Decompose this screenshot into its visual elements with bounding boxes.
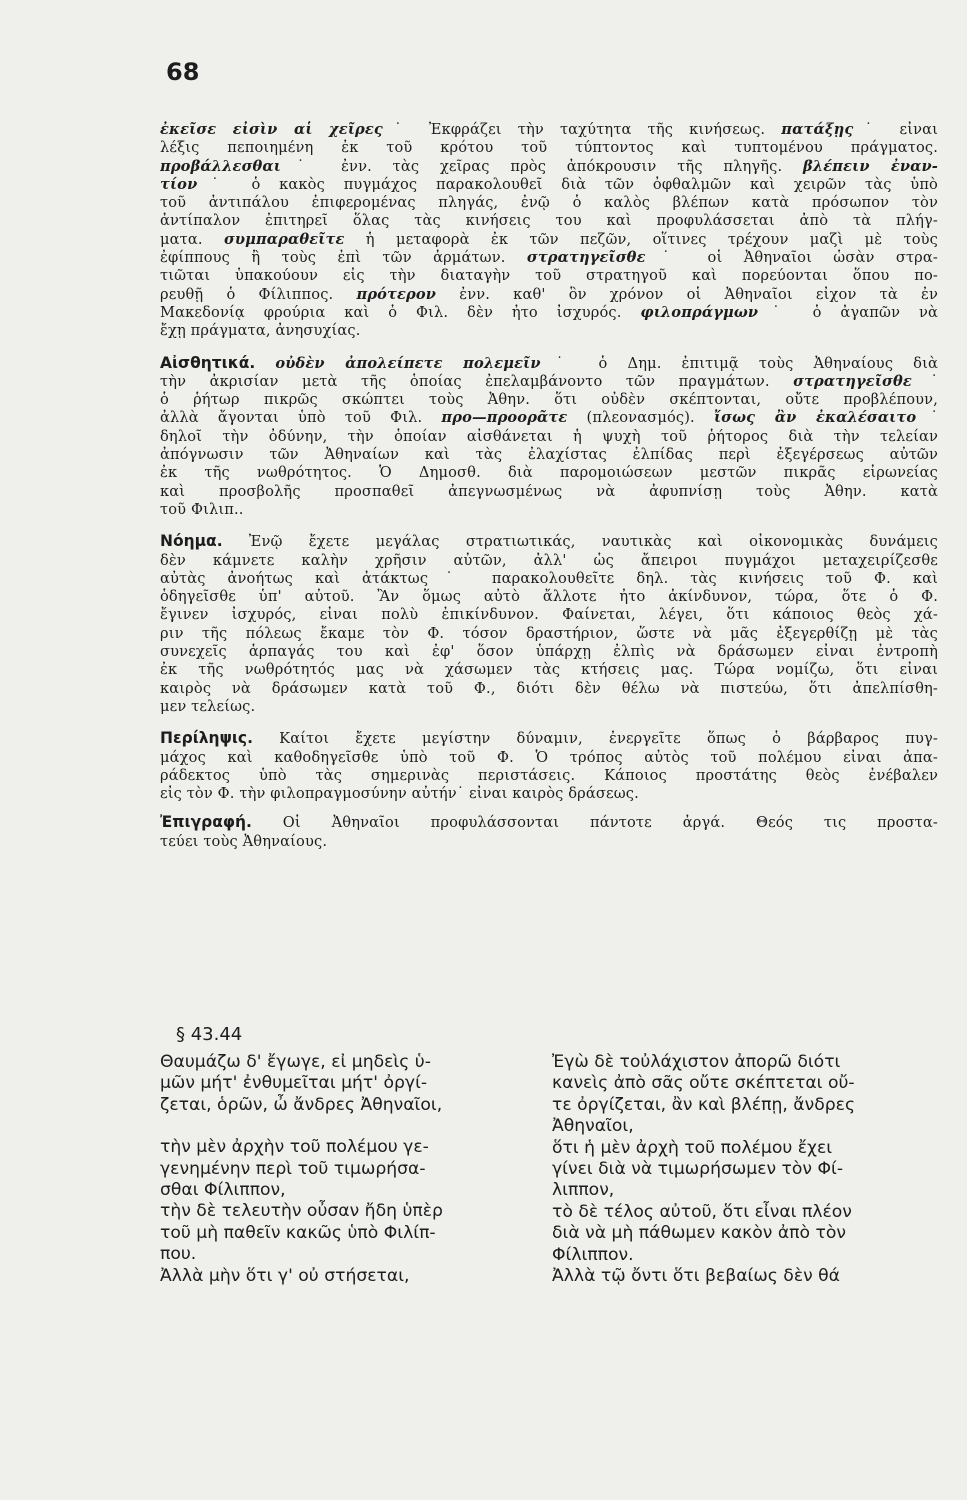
column-line: Ἀλλὰ τῷ ὄντι ὅτι βεβαίως δὲν θά xyxy=(552,1266,841,1287)
section-mark: § 43.44 xyxy=(176,1024,243,1045)
column-line: τὴν δὲ τελευτὴν οὖσαν ἤδη ὑπὲρ xyxy=(160,1201,443,1222)
translation-column xyxy=(552,1052,944,1287)
notes-block-aisthetika xyxy=(160,354,938,520)
notes-block-vocabulary xyxy=(160,121,938,341)
text-line: τίον˙ ὁ κακὸς πυγμάχος παρακολουθεῖ διὰ τῶν ὀφθαλμῶν καὶ χειρῶν τὰς ὑπὸ xyxy=(160,175,938,193)
text-line: λέξις πεποιημένη ἐκ τοῦ κρότου τοῦ τύπτοντος καὶ τυπτομένου πράγματος. xyxy=(160,139,938,157)
original-text-group xyxy=(160,1137,530,1287)
original-text-group xyxy=(160,1052,530,1116)
text-line: ματα. συμπαραθεῖτε ἡ μεταφορὰ ἐκ τῶν πεζῶν, οἵτινες τρέχουν μαζὶ μὲ τοὺς xyxy=(160,230,938,248)
text-line: ἐκ τῆς νωθρότητος. Ὁ Δημοσθ. διὰ παρομοιώσεων μεστῶν πικρᾶς εἰρωνείας xyxy=(160,464,938,482)
column-line: ζεται, ὁρῶν, ὦ ἄνδρες Ἀθηναῖοι, xyxy=(160,1094,443,1115)
column-line: Φίλιππον. xyxy=(552,1244,634,1265)
column-line: Θαυμάζω δ' ἔγωγε, εἰ μηδεὶς ὑ- xyxy=(160,1052,431,1072)
text-line: εἰς τὸν Φ. τὴν φιλοπραγμοσύνην αὐτήν˙ εἶναι καιρὸς δράσεως. xyxy=(160,785,639,803)
text-line: τοῦ Φιλιπ.. xyxy=(160,500,244,518)
column-line: γενημένην περὶ τοῦ τιμωρήσα- xyxy=(160,1158,426,1179)
column-line: Ἀλλὰ μὴν ὅτι γ' οὐ στήσεται, xyxy=(160,1265,410,1286)
section-heading: Νόημα. xyxy=(160,532,223,551)
column-line: λιππον, xyxy=(552,1180,615,1201)
text-line: Ἐπιγραφή. Οἱ Ἀθηναῖοι προφυλάσσονται πάντοτε ἀργά. Θεός τις προστα- xyxy=(160,813,938,832)
column-line: που. xyxy=(160,1244,197,1265)
text-line: καιρὸς νὰ δράσωμεν κατὰ τοῦ Φ., διότι δὲν θέλω νὰ πιστεύω, ὅτι ἀπελπίσθη- xyxy=(160,679,938,697)
text-line: μάχος καὶ καθοδηγεῖσθε ὑπὸ τοῦ Φ. Ὁ τρόπος αὐτὸς τοῦ πολέμου εἶναι ἀπα- xyxy=(160,748,938,766)
text-line: καὶ προσβολῆς προσπαθεῖ ἀπεγνωσμένως νὰ ἀφυπνίσῃ τοὺς Ἀθην. κατὰ xyxy=(160,482,938,500)
text-line: ράδεκτος ὑπὸ τὰς σημερινὰς περιστάσεις. Κάποιος προστάτης θεὸς ἐνέβαλεν xyxy=(160,766,938,784)
column-line: τὸ δὲ τέλος αὐτοῦ, ὅτι εἶναι πλέον xyxy=(552,1201,852,1222)
column-line: σθαι Φίλιππον, xyxy=(160,1180,286,1201)
text-line: ἀπόγνωσιν τῶν Ἀθηναίων καὶ τὰς ἐλαχίστας ἐλπίδας περὶ ἐξεγέρσεως αὐτῶν xyxy=(160,446,938,464)
commentary-notes xyxy=(160,121,938,851)
column-line: τοῦ μὴ παθεῖν κακῶς ὑπὸ Φιλίπ- xyxy=(160,1222,436,1243)
text-line: ἐκεῖσε εἰσὶν αἱ χεῖρες˙ Ἐκφράζει τὴν ταχύτητα τῆς κινήσεως. πατάξῃς˙ εἶναι xyxy=(160,121,938,138)
text-line: ὁδηγεῖσθε ὑπ' αὐτοῦ. Ἂν ὅμως αὐτὸ ἄλλοτε ἦτο ἀκίνδυνον, τώρα, ὅτε ὁ Φ. xyxy=(160,588,938,606)
column-line: τὴν μὲν ἀρχὴν τοῦ πολέμου γε- xyxy=(160,1137,429,1158)
text-line: ὁ ῥήτωρ πικρῶς σκώπτει τοὺς Ἀθην. ὅτι οὐδὲν σκέπτονται, οὔτε προβλέπουν, xyxy=(160,391,938,409)
column-line: γίνει διὰ νὰ τιμωρήσωμεν τὸν Φί- xyxy=(552,1159,844,1180)
column-line: κανεὶς ἀπὸ σᾶς οὔτε σκέπτεται οὔ- xyxy=(552,1073,855,1094)
column-line: Ἐγὼ δὲ τοὐλάχιστον ἀπορῶ διότι xyxy=(552,1052,841,1072)
column-line: διὰ νὰ μὴ πάθωμεν κακὸν ἀπὸ τὸν xyxy=(552,1223,846,1244)
text-line: ἀντίπαλον ἐπιτηρεῖ ὅλας τὰς κινήσεις του καὶ προφυλάσσεται ἀπὸ τὰ πλήγ- xyxy=(160,212,938,230)
text-line: προβάλλεσθαι˙ ἐνν. τὰς χεῖρας πρὸς ἀπόκρουσιν τῆς πληγῆς. βλέπειν ἐναν- xyxy=(160,157,938,175)
column-line: Ἀθηναῖοι, xyxy=(552,1116,634,1137)
text-line: δὲν κάμνετε καλὴν χρῆσιν αὐτῶν, ἀλλ' ὡς ἄπειροι πυγμάχοι μεταχειρίζεσθε xyxy=(160,551,938,569)
text-line: ἀλλὰ ἄγονται ὑπὸ τοῦ Φιλ. προ—προορᾶτε (πλεονασμός). ἴσως ἂν ἐκαλέσαιτο˙ xyxy=(160,409,938,427)
text-line: τὴν ἀκρισίαν μετὰ τῆς ὁποίας ἐπελαμβάνοντο τῶν πραγμάτων. στρατηγεῖσθε˙ xyxy=(160,372,938,390)
text-line: δηλοῖ τὴν ὀδύνην, τὴν ὁποίαν αἰσθάνεται ἡ ψυχὴ τοῦ ῥήτορος διὰ τὴν τελείαν xyxy=(160,427,938,445)
notes-block-noema xyxy=(160,532,938,716)
section-heading: Ἐπιγραφή. xyxy=(160,813,252,832)
text-line: αὐτὰς ἀνοήτως καὶ ἀτάκτως˙ παρακολουθεῖτε δηλ. τὰς κινήσεις τοῦ Φ. καὶ xyxy=(160,569,938,587)
text-line: ἔγινεν ἰσχυρός, εἶναι πολὺ ἐπικίνδυνον. Φαίνεται, λέγει, ὅτι κάποιος θεὸς χά- xyxy=(160,606,938,624)
section-heading: Αἰσθητικά. xyxy=(160,353,256,372)
text-line: ρευθῇ ὁ Φίλιππος. πρότερον ἐνν. καθ' ὃν χρόνον οἱ Ἀθηναῖοι εἶχον τὰ ἐν xyxy=(160,285,938,303)
text-line: συνεχεῖς ἁρπαγάς του καὶ ἐφ' ὅσον ὑπάρχῃ ἐλπὶς νὰ δράσωμεν εἶναι ἐντροπὴ xyxy=(160,643,938,661)
text-line: ριν τῆς πόλεως ἔκαμε τὸν Φ. τόσον δραστήριον, ὥστε νὰ μᾶς ἐξεγερθίζῃ μὲ τὰς xyxy=(160,624,938,642)
text-line: τιῶται ὑπακούουν εἰς τὴν διαταγὴν τοῦ στρατηγοῦ καὶ πορεύονται ὅπου πο- xyxy=(160,267,938,285)
text-line: Μακεδονίᾳ φρούρια καὶ ὁ Φιλ. δὲν ἦτο ἰσχυρός. φιλοπράγμων˙ ὁ ἀγαπῶν νὰ xyxy=(160,303,938,321)
translation-group xyxy=(552,1052,944,1138)
page-number: 68 xyxy=(166,58,200,86)
notes-block-epigraphe xyxy=(160,813,938,851)
column-line: ὅτι ἡ μὲν ἀρχὴ τοῦ πολέμου ἔχει xyxy=(552,1137,833,1158)
notes-block-perilepsis xyxy=(160,729,938,803)
text-line: Νόημα. Ἐνῷ ἔχετε μεγάλας στρατιωτικάς, ναυτικὰς καὶ οἰκονομικὰς δυνάμεις xyxy=(160,532,938,551)
translation-group xyxy=(552,1138,944,1288)
original-text-column xyxy=(160,1052,530,1287)
text-line: μεν τελείως. xyxy=(160,697,256,715)
text-line: ἔχῃ πράγματα, ἀνησυχίας. xyxy=(160,322,361,340)
column-line: μῶν μήτ' ἐνθυμεῖται μήτ' ὀργί- xyxy=(160,1073,428,1094)
text-line: Αἰσθητικά. οὐδὲν ἀπολείπετε πολεμεῖν˙ ὁ Δημ. ἐπιτιμᾷ τοὺς Ἀθηναίους διὰ xyxy=(160,353,938,372)
text-line: τοῦ ἀντιπάλου ἐπιφερομένας πληγάς, ἐνῷ ὁ καλὸς βλέπων κατὰ πρόσωπον τὸν xyxy=(160,194,938,212)
column-line: τε ὀργίζεται, ἂν καὶ βλέπῃ, ἄνδρες xyxy=(552,1094,856,1115)
text-line: τεύει τοὺς Ἀθηναίους. xyxy=(160,832,328,850)
section-heading: Περίληψις. xyxy=(160,729,253,748)
text-line: Περίληψις. Καίτοι ἔχετε μεγίστην δύναμιν, ἐνεργεῖτε ὅπως ὁ βάρβαρος πυγ- xyxy=(160,729,938,748)
text-line: ἐφίππους ἢ τοὺς ἐπὶ τῶν ἁρμάτων. στρατηγεῖσθε˙ οἱ Ἀθηναῖοι ὡσὰν στρα- xyxy=(160,249,938,267)
text-line: ἐκ τῆς νωθρότητός μας νὰ χάσωμεν τὰς κτήσεις μας. Τώρα νομίζω, ὅτι εἶναι xyxy=(160,661,938,679)
